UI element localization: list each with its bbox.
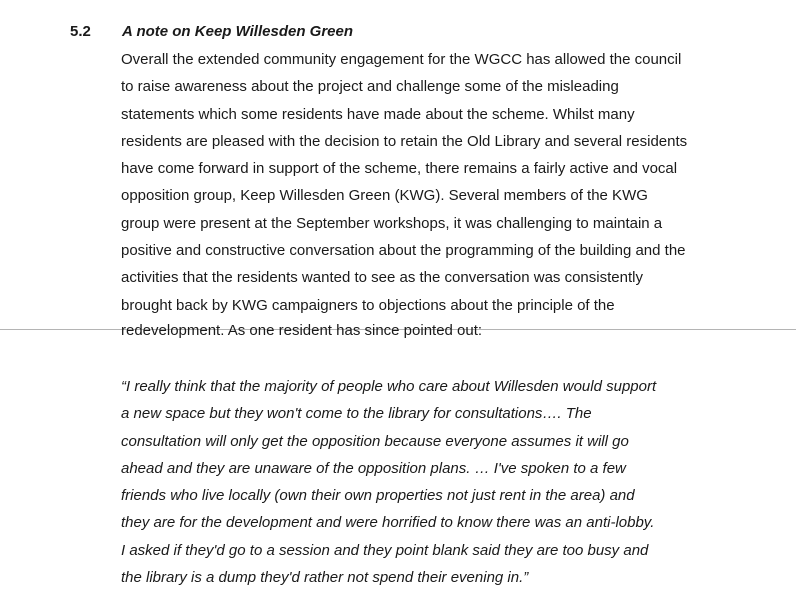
partially-hidden-line [121,322,482,342]
quote-line: I asked if they'd go to a session and they point blank said they are too busy and [121,541,649,559]
resident-quote [121,373,781,591]
body-line: activities that the residents wanted to see as the conversation was consistently [121,269,643,287]
partially-hidden-line-text: redevelopment. As one resident has since pointed out: [121,322,483,339]
quote-line: they are for the development and were horrified to know there was an anti-lobby. [121,514,655,532]
body-line: to raise awareness about the project and challenge some of the misleading [121,78,619,96]
body-line: have come forward in support of the scheme, there remains a fairly active and vocal [121,160,678,178]
body-line: positive and constructive conversation about the programming of the building and the [121,242,686,260]
quote-line: friends who live locally (own their own properties not just rent in the area) and [121,487,635,505]
quote-line: ahead and they are unaware of the opposition plans. … I've spoken to a few [121,459,626,477]
body-line: statements which some residents have made about the scheme. Whilst many [121,105,635,123]
body-line: residents are pleased with the decision to retain the Old Library and several residents [121,132,688,150]
quote-line: the library is a dump they'd rather not spend their evening in.” [121,569,529,587]
body-line: group were present at the September workshops, it was challenging to maintain a [121,214,663,232]
section-title: A note on Keep Willesden Green [122,23,354,40]
body-line: brought back by KWG campaigners to objections about the principle of the [121,296,615,314]
section-number: 5.2 [70,23,91,40]
quote-line: a new space but they won't come to the library for consultations…. The [121,405,592,423]
body-line: Overall the extended community engagement for the WGCC has allowed the council [121,51,682,68]
body-paragraph [121,46,781,319]
quote-line: “I really think that the majority of people who care about Willesden would support [121,378,657,395]
body-line: opposition group, Keep Willesden Green (KWG). Several members of the KWG [121,187,648,205]
quote-line: consultation will only get the opposition because everyone assumes it will go [121,432,629,450]
